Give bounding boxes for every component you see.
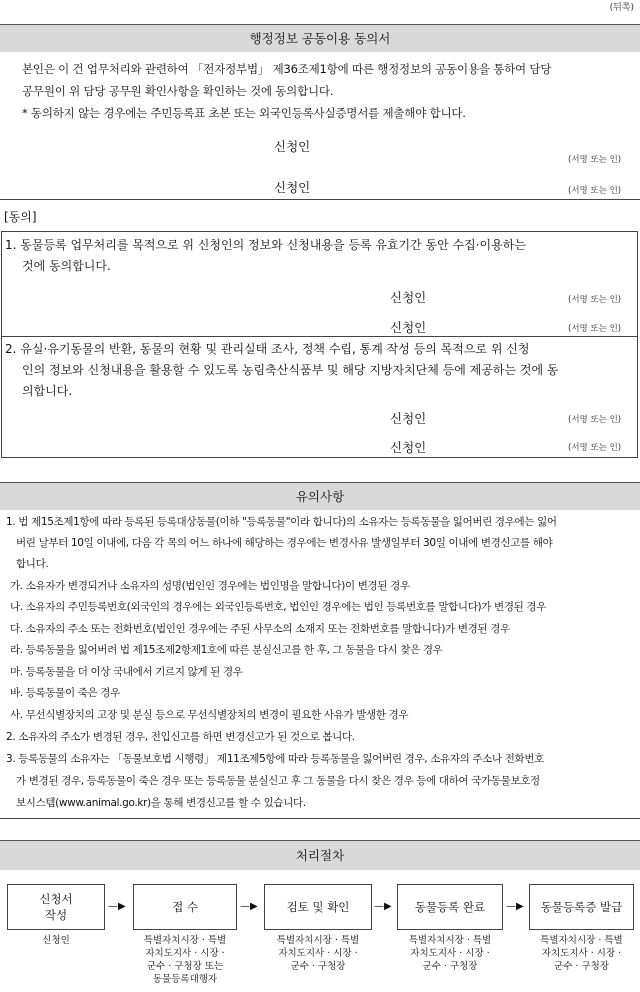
applicant-label-6: 신청인 — [390, 440, 427, 455]
admin-consent-title: 행정정보 공동이용 동의서 — [0, 24, 640, 52]
note-3-line2: 가 변경된 경우, 등록동물이 죽은 경우 또는 등록동물 분실신고 후 그 동물을 다시 찾은 경우 등에 대하여 국가동물보호정 — [16, 775, 540, 787]
arrow-icon: —▶ — [506, 901, 524, 912]
consent-item-2-line2: 인의 정보와 신청내용을 활용할 수 있도록 농림축산식품부 및 해당 지방자치단체 등에 제공하는 것에 동 — [22, 363, 559, 377]
arrow-icon: —▶ — [108, 901, 126, 912]
applicant-label-5: 신청인 — [390, 411, 427, 426]
step-3-actor-line: 특별자치시장 · 특별 — [276, 935, 360, 946]
step-receipt — [133, 884, 237, 930]
consent-item-2 — [1, 336, 638, 458]
step-registration-complete — [397, 884, 503, 930]
step-2-actor-line: 동물등록대행자 — [152, 974, 218, 985]
step-5-label: 동물등록증 발급 — [540, 900, 623, 914]
note-2: 2. 소유자의 주소가 변경된 경우, 전입신고를 하면 변경신고가 된 것으로 봅니다. — [6, 731, 355, 743]
step-4-actor-line: 군수 · 구청장 — [422, 961, 478, 972]
step-5-actor — [529, 934, 634, 973]
note-item-da: 다. 소유자의 주소 또는 전화번호(법인인 경우에는 주된 사무소의 소재지 또는 전화번호를 말합니다)가 변경된 경우 — [10, 623, 510, 635]
consent-item-1 — [1, 231, 638, 337]
note-1-line1: 1. 법 제15조제1항에 따라 등록된 등록대상동물(이하 "등록동물"이라 합니다)의 소유자는 등록동물을 잃어버린 경우에는 잃어 — [6, 516, 557, 528]
sign-field-6[interactable]: (서명 또는 인) — [568, 443, 622, 453]
step-1-label: 신청서 — [39, 892, 73, 906]
sign-field-4[interactable]: (서명 또는 인) — [568, 324, 622, 334]
consent-item-1-line1: 1. 동물등록 업무처리를 목적으로 위 신청인의 정보와 신청내용을 등록 유효기간 동안 수집·이용하는 — [5, 238, 526, 252]
applicant-label-2: 신청인 — [274, 180, 311, 195]
step-3-actor-line: 자치도지사 · 시장 · — [278, 948, 358, 959]
step-5-actor-line: 자치도지사 · 시장 · — [541, 948, 622, 959]
step-certificate-issue — [529, 884, 634, 930]
admin-consent-line2: 공무원이 위 담당 공무원 확인사항을 확인하는 것에 동의합니다. — [22, 84, 334, 98]
note-3-line3: 보시스템(www.animal.go.kr)을 통해 변경신고를 할 수 있습니다. — [16, 797, 306, 809]
step-1-actor-line: 신청인 — [42, 935, 70, 946]
step-4-actor-line: 자치도지사 · 시장 · — [410, 948, 490, 959]
step-2-label: 접 수 — [172, 900, 198, 914]
step-2-actor-line: 군수 · 구청장 또는 — [146, 961, 224, 972]
step-1-label2: 작성 — [44, 908, 68, 922]
step-2-actor — [133, 934, 237, 986]
step-review — [264, 884, 372, 930]
step-3-label: 검토 및 확인 — [286, 900, 350, 914]
applicant-label-3: 신청인 — [390, 290, 427, 305]
applicant-label-1: 신청인 — [274, 139, 311, 154]
step-4-actor-line: 특별자치시장 · 특별 — [408, 935, 492, 946]
step-2-actor-line: 자치도지사 · 시장 · — [145, 948, 225, 959]
sign-field-2[interactable]: (서명 또는 인) — [568, 186, 622, 196]
consent-item-2-line3: 의합니다. — [22, 384, 73, 398]
note-3-line1: 3. 등록동물의 소유자는 「동물보호법 시행령」 제11조제5항에 따라 등록동물을 잃어버린 경우, 소유자의 주소나 전화번호 — [6, 753, 544, 765]
step-application — [7, 884, 105, 930]
step-4-label: 동물등록 완료 — [414, 900, 486, 914]
section-divider — [0, 818, 640, 819]
step-4-actor — [397, 934, 503, 973]
note-item-ma: 마. 등록동물을 더 이상 국내에서 기르지 않게 된 경우 — [10, 666, 243, 678]
note-item-ra: 라. 등록동물을 잃어버려 법 제15조제2항제1호에 따른 분실신고를 한 후, 그 동물을 다시 찾은 경우 — [10, 644, 443, 656]
consent-item-1-line2: 것에 동의합니다. — [22, 259, 111, 273]
notes-title: 유의사항 — [0, 482, 640, 510]
step-3-actor — [264, 934, 372, 973]
sign-field-3[interactable]: (서명 또는 인) — [568, 295, 622, 305]
process-title: 처리절차 — [0, 840, 640, 870]
applicant-label-4: 신청인 — [390, 320, 427, 335]
note-item-ba: 바. 등록동물이 죽은 경우 — [10, 687, 120, 699]
note-1-line2: 버린 날부터 10일 이내에, 다음 각 목의 어느 하나에 해당하는 경우에는 변경사유 발생일부터 30일 이내에 변경신고를 해야 — [16, 537, 553, 549]
page-side-label: (뒤쪽) — [609, 3, 634, 13]
step-1-actor — [7, 934, 105, 947]
note-1-line3: 합니다. — [16, 558, 49, 570]
consent-item-2-line1: 2. 유실·유기동물의 반환, 동물의 현황 및 관리실태 조사, 정책 수립, 통계 작성 등의 목적으로 위 신청 — [5, 342, 530, 356]
step-2-actor-line: 특별자치시장 · 특별 — [143, 935, 227, 946]
note-item-ga: 가. 소유자가 변경되거나 소유자의 성명(법인인 경우에는 법인명을 말합니다)이 변경된 경우 — [10, 580, 410, 592]
sign-field-1[interactable]: (서명 또는 인) — [568, 155, 622, 165]
admin-consent-note: * 동의하지 않는 경우에는 주민등록표 초본 또는 외국인등록사실증명서를 제출해야 합니다. — [22, 106, 466, 120]
admin-consent-line1: 본인은 이 건 업무처리와 관련하여 「전자정부법」 제36조제1항에 따른 행정정보의 공동이용을 통하여 담당 — [22, 62, 552, 76]
section-divider — [0, 199, 640, 200]
step-5-actor-line: 특별자치시장 · 특별 — [540, 935, 623, 946]
step-5-actor-line: 군수 · 구청장 — [554, 961, 609, 972]
note-item-sa: 사. 무선식별장치의 고장 및 분실 등으로 무선식별장치의 변경이 필요한 사유가 발생한 경우 — [10, 709, 409, 721]
consent-heading: [동의] — [4, 210, 37, 224]
sign-field-5[interactable]: (서명 또는 인) — [568, 415, 622, 425]
note-item-na: 나. 소유자의 주민등록번호(외국인의 경우에는 외국인등록번호, 법인인 경우에는 법인 등록번호를 말합니다)가 변경된 경우 — [10, 601, 546, 613]
arrow-icon: —▶ — [374, 901, 392, 912]
arrow-icon: —▶ — [240, 901, 258, 912]
step-3-actor-line: 군수 · 구청장 — [290, 961, 346, 972]
